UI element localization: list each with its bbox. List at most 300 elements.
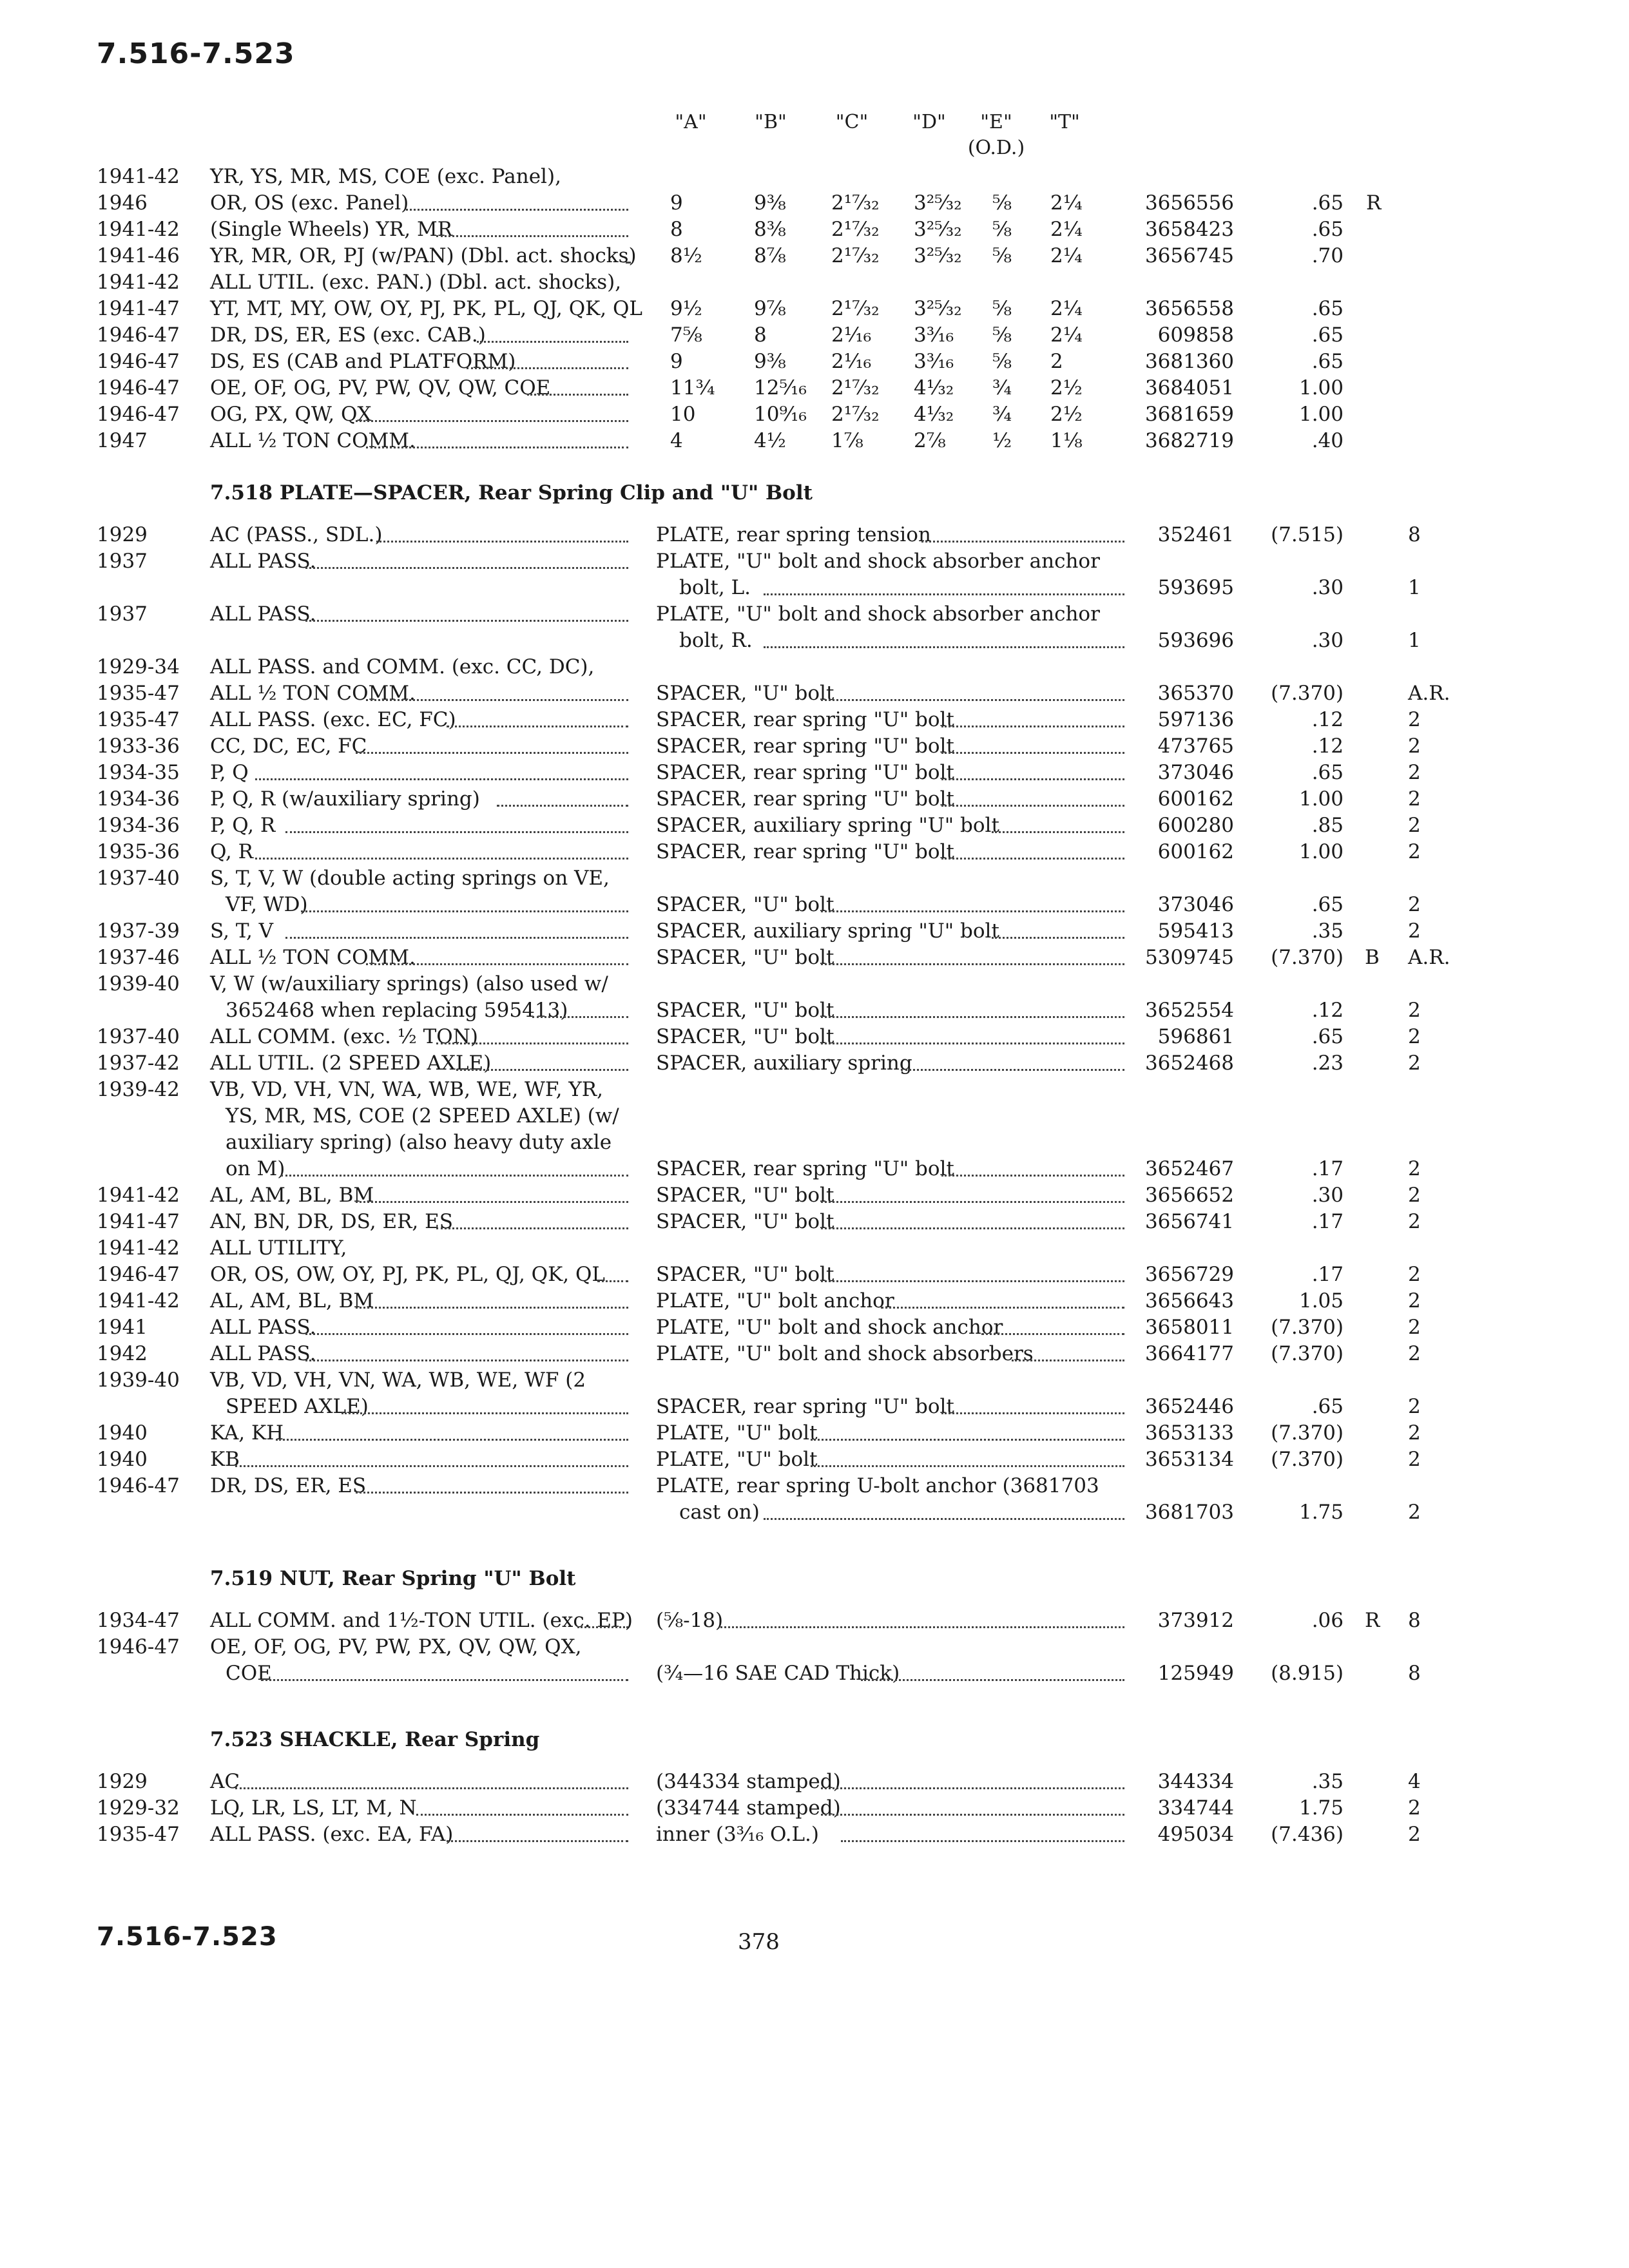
- price: 1.00: [1298, 403, 1344, 426]
- price: .12: [1311, 708, 1344, 731]
- part-description: PLATE, "U" bolt and shock anchor: [656, 1316, 1003, 1339]
- model-list: ALL ½ TON COMM.: [210, 946, 416, 969]
- part-description: SPACER, rear spring "U" bolt: [656, 1157, 954, 1180]
- part-number: 373912: [1157, 1609, 1234, 1632]
- model-list: ALL ½ TON COMM.: [210, 429, 416, 452]
- dimension-e: ⅝: [992, 218, 1012, 241]
- price: .65: [1311, 1025, 1344, 1048]
- dimension-e: ½: [992, 429, 1012, 452]
- dimension-e: ⅝: [992, 297, 1012, 320]
- model-year: 1941-42: [97, 271, 180, 294]
- quantity: 2: [1408, 1395, 1421, 1418]
- quantity: 2: [1408, 1210, 1421, 1233]
- price: .65: [1311, 323, 1344, 347]
- price: .65: [1311, 350, 1344, 373]
- price: (7.370): [1271, 1421, 1344, 1445]
- part-description: (⅝-18): [656, 1609, 724, 1632]
- dimension-t: 2¼: [1050, 323, 1083, 347]
- dot-leader: [821, 697, 1124, 701]
- model-list: ALL UTIL. (exc. PAN.) (Dbl. act. shocks),: [210, 271, 622, 294]
- quantity: 2: [1408, 1421, 1421, 1445]
- quantity: A.R.: [1408, 682, 1451, 705]
- model-list: ALL COMM. and 1½-TON UTIL. (exc. EP): [210, 1609, 633, 1632]
- part-number: 344334: [1157, 1770, 1234, 1793]
- model-list: S, T, V, W (double acting springs on VE,: [210, 867, 610, 890]
- quantity: 8: [1408, 1609, 1421, 1632]
- part-number: 3658423: [1144, 218, 1234, 241]
- part-number: 3664177: [1144, 1342, 1234, 1365]
- price: .06: [1311, 1609, 1344, 1632]
- part-number: 3656558: [1144, 297, 1234, 320]
- dot-leader: [356, 1198, 628, 1203]
- model-year: 1935-47: [97, 682, 180, 705]
- price: 1.75: [1298, 1501, 1344, 1524]
- price: .30: [1311, 576, 1344, 599]
- part-description: SPACER, rear spring "U" bolt: [656, 735, 954, 758]
- part-number: 3653134: [1144, 1448, 1234, 1471]
- part-description: (334744 stamped): [656, 1796, 841, 1820]
- model-list: KA, KH: [210, 1421, 284, 1445]
- dot-leader: [436, 1225, 628, 1229]
- price: .85: [1311, 814, 1344, 837]
- part-description: PLATE, rear spring tension: [656, 523, 931, 546]
- part-description: cast on): [679, 1501, 760, 1524]
- dot-leader: [342, 1410, 628, 1414]
- part-description: SPACER, auxiliary spring "U" bolt: [656, 814, 999, 837]
- model-year: 1947: [97, 429, 148, 452]
- quantity: 1: [1408, 576, 1421, 599]
- column-header: "D": [912, 111, 946, 133]
- dot-leader: [447, 1838, 628, 1842]
- dot-leader: [821, 1785, 1124, 1789]
- model-year: 1934-47: [97, 1609, 180, 1632]
- page-number: 378: [738, 1929, 780, 1955]
- model-year: 1946-47: [97, 323, 180, 347]
- part-number: 595413: [1157, 919, 1234, 943]
- part-number: 125949: [1157, 1662, 1234, 1685]
- price: .65: [1311, 893, 1344, 916]
- dot-leader: [285, 829, 628, 833]
- dimension-t: 2¼: [1050, 218, 1083, 241]
- model-year: 1946-47: [97, 1635, 180, 1658]
- part-number: 3653133: [1144, 1421, 1234, 1445]
- dot-leader: [406, 206, 628, 211]
- part-number: 3652468: [1144, 1052, 1234, 1075]
- part-description: SPACER, rear spring "U" bolt: [656, 1395, 954, 1418]
- dot-leader: [235, 1463, 628, 1467]
- dimension-e: ⅝: [992, 244, 1012, 267]
- quantity: 2: [1408, 999, 1421, 1022]
- quantity: 1: [1408, 629, 1421, 652]
- dot-leader: [811, 1463, 1124, 1467]
- quantity: 2: [1408, 1796, 1421, 1820]
- part-number: 3656643: [1144, 1289, 1234, 1312]
- dot-leader: [235, 1785, 628, 1789]
- column-header: "A": [675, 111, 707, 133]
- dot-leader: [497, 802, 628, 807]
- part-number: 3656741: [1144, 1210, 1234, 1233]
- part-description: SPACER, rear spring "U" bolt: [656, 761, 954, 784]
- part-description: SPACER, "U" bolt: [656, 893, 834, 916]
- model-list: OR, OS (exc. Panel): [210, 191, 409, 215]
- model-list: AN, BN, DR, DS, ER, ES: [210, 1210, 454, 1233]
- model-list: YR, YS, MR, MS, COE (exc. Panel),: [210, 165, 561, 188]
- price: (7.370): [1271, 1316, 1344, 1339]
- dimension-b: 8⅞: [754, 244, 786, 267]
- dot-leader: [305, 564, 628, 569]
- dot-leader: [821, 1278, 1124, 1282]
- model-list: OE, OF, OG, PV, PW, QV, QW, COE: [210, 376, 551, 399]
- dimension-a: 7⅝: [670, 323, 702, 347]
- part-description: PLATE, "U" bolt anchor: [656, 1289, 894, 1312]
- model-list: ALL UTIL. (2 SPEED AXLE): [210, 1052, 492, 1075]
- part-number: 3682719: [1144, 429, 1234, 452]
- dimension-b: 12⁵⁄₁₆: [754, 376, 807, 399]
- price: .65: [1311, 191, 1344, 215]
- model-list: Q, R: [210, 840, 253, 863]
- model-list: (Single Wheels) YR, MR: [210, 218, 453, 241]
- dot-leader: [285, 934, 628, 939]
- part-number: 365370: [1157, 682, 1234, 705]
- model-list: on M): [226, 1157, 285, 1180]
- part-number: 600162: [1157, 840, 1234, 863]
- model-year: 1946-47: [97, 350, 180, 373]
- part-description: SPACER, rear spring "U" bolt: [656, 840, 954, 863]
- model-year: 1946-47: [97, 1474, 180, 1497]
- price: .65: [1311, 761, 1344, 784]
- model-year: 1939-40: [97, 972, 180, 995]
- dimension-d: 4¹⁄₃₂: [914, 376, 954, 399]
- model-list: ALL PASS. (exc. EC, FC): [210, 708, 456, 731]
- flag: R: [1365, 1609, 1380, 1632]
- model-year: 1941-42: [97, 1236, 180, 1260]
- part-number: 3681659: [1144, 403, 1234, 426]
- dimension-t: 2½: [1050, 403, 1083, 426]
- part-number: 600162: [1157, 787, 1234, 811]
- dimension-t: 1⅛: [1050, 429, 1083, 452]
- dimension-b: 9⅞: [754, 297, 786, 320]
- dot-leader: [764, 591, 1124, 595]
- dot-leader: [305, 1357, 628, 1361]
- quantity: 2: [1408, 1263, 1421, 1286]
- model-list: YS, MR, MS, COE (2 SPEED AXLE) (w/: [226, 1104, 619, 1128]
- quantity: 2: [1408, 1316, 1421, 1339]
- model-year: 1939-42: [97, 1078, 180, 1101]
- price: .65: [1311, 1395, 1344, 1418]
- model-list: P, Q: [210, 761, 249, 784]
- dimension-c: 1⅞: [831, 429, 863, 452]
- part-number: 473765: [1157, 735, 1234, 758]
- model-list: auxiliary spring) (also heavy duty axle: [226, 1131, 612, 1154]
- price: .12: [1311, 735, 1344, 758]
- price: .17: [1311, 1157, 1344, 1180]
- page-range-header: 7.516-7.523: [97, 37, 295, 70]
- model-year: 1941-47: [97, 1210, 180, 1233]
- dot-leader: [532, 1014, 628, 1018]
- section-title: 7.518 PLATE—SPACER, Rear Spring Clip and "U" Bolt: [210, 481, 813, 505]
- quantity: 4: [1408, 1770, 1421, 1793]
- part-description: SPACER, "U" bolt: [656, 999, 834, 1022]
- dimension-d: 2⅞: [914, 429, 946, 452]
- part-number: 3681360: [1144, 350, 1234, 373]
- dot-leader: [305, 617, 628, 622]
- part-number: 597136: [1157, 708, 1234, 731]
- model-list: V, W (w/auxiliary springs) (also used w/: [210, 972, 608, 995]
- model-list: VB, VD, VH, VN, WA, WB, WE, WF, YR,: [210, 1078, 603, 1101]
- price: .35: [1311, 919, 1344, 943]
- price: (8.915): [1271, 1662, 1344, 1685]
- flag: R: [1366, 191, 1382, 215]
- part-description: PLATE, "U" bolt and shock absorber anchor: [656, 550, 1100, 573]
- model-list: DS, ES (CAB and PLATFORM): [210, 350, 516, 373]
- price: .30: [1311, 629, 1344, 652]
- quantity: 2: [1408, 893, 1421, 916]
- part-number: 593695: [1157, 576, 1234, 599]
- model-list: P, Q, R (w/auxiliary spring): [210, 787, 480, 811]
- part-number: 3658011: [1144, 1316, 1234, 1339]
- dimension-d: 3²⁵⁄₃₂: [914, 244, 962, 267]
- price: 1.00: [1298, 840, 1344, 863]
- dot-leader: [356, 1489, 628, 1494]
- price: 1.00: [1298, 787, 1344, 811]
- dimension-a: 8: [670, 218, 683, 241]
- model-year: 1935-47: [97, 708, 180, 731]
- model-year: 1941-47: [97, 297, 180, 320]
- dot-leader: [811, 1436, 1124, 1441]
- part-number: 334744: [1157, 1796, 1234, 1820]
- model-list: DR, DS, ER, ES (exc. CAB.): [210, 323, 486, 347]
- dot-leader: [356, 749, 628, 754]
- dimension-e: ¾: [992, 403, 1012, 426]
- model-year: 1937: [97, 602, 148, 626]
- quantity: 2: [1408, 787, 1421, 811]
- dot-leader: [992, 829, 1124, 833]
- dimension-e: ⅝: [992, 323, 1012, 347]
- model-list: P, Q, R: [210, 814, 276, 837]
- price: 1.05: [1298, 1289, 1344, 1312]
- dimension-d: 3²⁵⁄₃₂: [914, 191, 962, 215]
- part-description: PLATE, "U" bolt: [656, 1421, 818, 1445]
- quantity: 2: [1408, 1823, 1421, 1846]
- part-number: 352461: [1157, 523, 1234, 546]
- quantity: 8: [1408, 1662, 1421, 1685]
- model-list: ALL PASS. (exc. EA, FA): [210, 1823, 454, 1846]
- dot-leader: [255, 855, 628, 860]
- part-description: SPACER, "U" bolt: [656, 1263, 834, 1286]
- dot-leader: [941, 749, 1124, 754]
- model-list: YT, MT, MY, OW, OY, PJ, PK, PL, QJ, QK, QL: [210, 297, 643, 320]
- od-label: (O.D.): [967, 137, 1025, 159]
- dot-leader: [841, 1838, 1124, 1842]
- part-number: 596861: [1157, 1025, 1234, 1048]
- dot-leader: [821, 1198, 1124, 1203]
- price: (7.370): [1271, 1448, 1344, 1471]
- model-list: ALL PASS.: [210, 1342, 316, 1365]
- model-list: ALL PASS.: [210, 550, 316, 573]
- dimension-b: 8: [754, 323, 767, 347]
- price: .40: [1311, 429, 1344, 452]
- model-list: DR, DS, ER, ES: [210, 1474, 367, 1497]
- dot-leader: [356, 418, 628, 422]
- price: (7.370): [1271, 946, 1344, 969]
- model-year: 1941-42: [97, 1289, 180, 1312]
- dot-leader: [821, 1040, 1124, 1044]
- dimension-d: 3²⁵⁄₃₂: [914, 218, 962, 241]
- part-description: SPACER, "U" bolt: [656, 1025, 834, 1048]
- dot-leader: [941, 802, 1124, 807]
- dot-leader: [941, 776, 1124, 780]
- quantity: 2: [1408, 761, 1421, 784]
- model-year: 1937-42: [97, 1052, 180, 1075]
- dot-leader: [447, 723, 628, 727]
- model-list: OR, OS, OW, OY, PJ, PK, PL, QJ, QK, QL: [210, 1263, 605, 1286]
- dimension-b: 4½: [754, 429, 786, 452]
- dot-leader: [821, 1225, 1124, 1229]
- dimension-b: 10⁹⁄₁₆: [754, 403, 807, 426]
- model-list: COE: [226, 1662, 272, 1685]
- part-number: 609858: [1157, 323, 1234, 347]
- model-year: 1941-42: [97, 1184, 180, 1207]
- dot-leader: [366, 444, 628, 448]
- part-description: SPACER, auxiliary spring "U" bolt: [656, 919, 999, 943]
- dot-leader: [276, 1436, 628, 1441]
- model-list: ALL PASS.: [210, 602, 316, 626]
- model-list: OE, OF, OG, PV, PW, PX, QV, QW, QX,: [210, 1635, 582, 1658]
- model-list: ALL PASS. and COMM. (exc. CC, DC),: [210, 655, 595, 678]
- dimension-e: ¾: [992, 376, 1012, 399]
- quantity: 2: [1408, 1501, 1421, 1524]
- model-list: S, T, V: [210, 919, 274, 943]
- dimension-c: 2¹⁷⁄₃₂: [831, 191, 880, 215]
- quantity: 2: [1408, 708, 1421, 731]
- dimension-a: 9: [670, 350, 683, 373]
- part-number: 600280: [1157, 814, 1234, 837]
- model-list: VF, WD): [226, 893, 308, 916]
- model-year: 1937-46: [97, 946, 180, 969]
- model-list: YR, MR, OR, PJ (w/PAN) (Dbl. act. shocks): [210, 244, 637, 267]
- price: (7.515): [1271, 523, 1344, 546]
- model-list: AC: [210, 1770, 240, 1793]
- model-list: 3652468 when replacing 595413): [226, 999, 568, 1022]
- price: .23: [1311, 1052, 1344, 1075]
- price: (7.436): [1271, 1823, 1344, 1846]
- part-description: SPACER, "U" bolt: [656, 1210, 834, 1233]
- price: .17: [1311, 1210, 1344, 1233]
- dot-leader: [941, 1410, 1124, 1414]
- dot-leader: [821, 908, 1124, 912]
- dimension-a: 4: [670, 429, 683, 452]
- part-description: (344334 stamped): [656, 1770, 841, 1793]
- dimension-t: 2½: [1050, 376, 1083, 399]
- model-year: 1937: [97, 550, 148, 573]
- section-title: 7.519 NUT, Rear Spring "U" Bolt: [210, 1567, 576, 1590]
- dimension-d: 3³⁄₁₆: [914, 350, 954, 373]
- model-year: 1942: [97, 1342, 148, 1365]
- dot-leader: [992, 934, 1124, 939]
- dimension-b: 9⅜: [754, 191, 786, 215]
- dot-leader: [821, 961, 1124, 965]
- price: .70: [1311, 244, 1344, 267]
- model-list: ALL PASS.: [210, 1316, 316, 1339]
- dimension-t: 2¼: [1050, 297, 1083, 320]
- dimension-c: 2¹⁷⁄₃₂: [831, 218, 880, 241]
- column-header: "T": [1049, 111, 1080, 133]
- model-year: 1937-39: [97, 919, 180, 943]
- dot-leader: [764, 644, 1124, 648]
- model-year: 1929-32: [97, 1796, 180, 1820]
- dimension-a: 8½: [670, 244, 702, 267]
- price: .12: [1311, 999, 1344, 1022]
- model-year: 1941-42: [97, 165, 180, 188]
- model-year: 1939-40: [97, 1369, 180, 1392]
- model-list: ALL COMM. (exc. ½ TON): [210, 1025, 478, 1048]
- dot-leader: [720, 1624, 1124, 1628]
- part-description: SPACER, auxiliary spring: [656, 1052, 912, 1075]
- part-number: 593696: [1157, 629, 1234, 652]
- quantity: 2: [1408, 1157, 1421, 1180]
- model-year: 1941-42: [97, 218, 180, 241]
- dot-leader: [376, 538, 628, 543]
- model-year: 1929-34: [97, 655, 180, 678]
- model-list: AC (PASS., SDL.): [210, 523, 383, 546]
- dimension-c: 2¹⁷⁄₃₂: [831, 244, 880, 267]
- dot-leader: [477, 338, 628, 343]
- part-number: 3684051: [1144, 376, 1234, 399]
- dot-leader: [527, 391, 628, 396]
- dot-leader: [821, 1014, 1124, 1018]
- dot-leader: [577, 1624, 628, 1628]
- model-year: 1946-47: [97, 403, 180, 426]
- dot-leader: [366, 961, 628, 965]
- dot-leader: [436, 1040, 628, 1044]
- dot-leader: [901, 1066, 1124, 1071]
- quantity: 2: [1408, 1342, 1421, 1365]
- part-number: 3656745: [1144, 244, 1234, 267]
- dot-leader: [301, 908, 628, 912]
- quantity: 2: [1408, 840, 1421, 863]
- dimension-e: ⅝: [992, 350, 1012, 373]
- dot-leader: [281, 1172, 628, 1177]
- dimension-e: ⅝: [992, 191, 1012, 215]
- dimension-c: 2¹⁷⁄₃₂: [831, 403, 880, 426]
- part-number: 3656729: [1144, 1263, 1234, 1286]
- part-number: 3652554: [1144, 999, 1234, 1022]
- part-description: inner (3³⁄₁₆ O.L.): [656, 1823, 819, 1846]
- model-list: AL, AM, BL, BM: [210, 1289, 374, 1312]
- model-list: LQ, LR, LS, LT, M, N: [210, 1796, 417, 1820]
- part-number: 5309745: [1144, 946, 1234, 969]
- dot-leader: [255, 776, 628, 780]
- quantity: 2: [1408, 919, 1421, 943]
- model-list: OG, PX, QW, QX: [210, 403, 372, 426]
- model-list: VB, VD, VH, VN, WA, WB, WE, WF (2: [210, 1369, 586, 1392]
- model-year: 1929: [97, 1770, 148, 1793]
- part-number: 3681703: [1144, 1501, 1234, 1524]
- part-description: SPACER, "U" bolt: [656, 1184, 834, 1207]
- model-list: AL, AM, BL, BM: [210, 1184, 374, 1207]
- part-description: PLATE, "U" bolt and shock absorber anchor: [656, 602, 1100, 626]
- price: (7.370): [1271, 1342, 1344, 1365]
- model-year: 1934-36: [97, 787, 180, 811]
- quantity: 2: [1408, 1448, 1421, 1471]
- column-header: "E": [980, 111, 1012, 133]
- dimension-a: 10: [670, 403, 696, 426]
- column-header: "C": [835, 111, 869, 133]
- model-year: 1934-36: [97, 814, 180, 837]
- model-year: 1933-36: [97, 735, 180, 758]
- part-description: (¾—16 SAE CAD Thick): [656, 1662, 900, 1685]
- model-year: 1935-36: [97, 840, 180, 863]
